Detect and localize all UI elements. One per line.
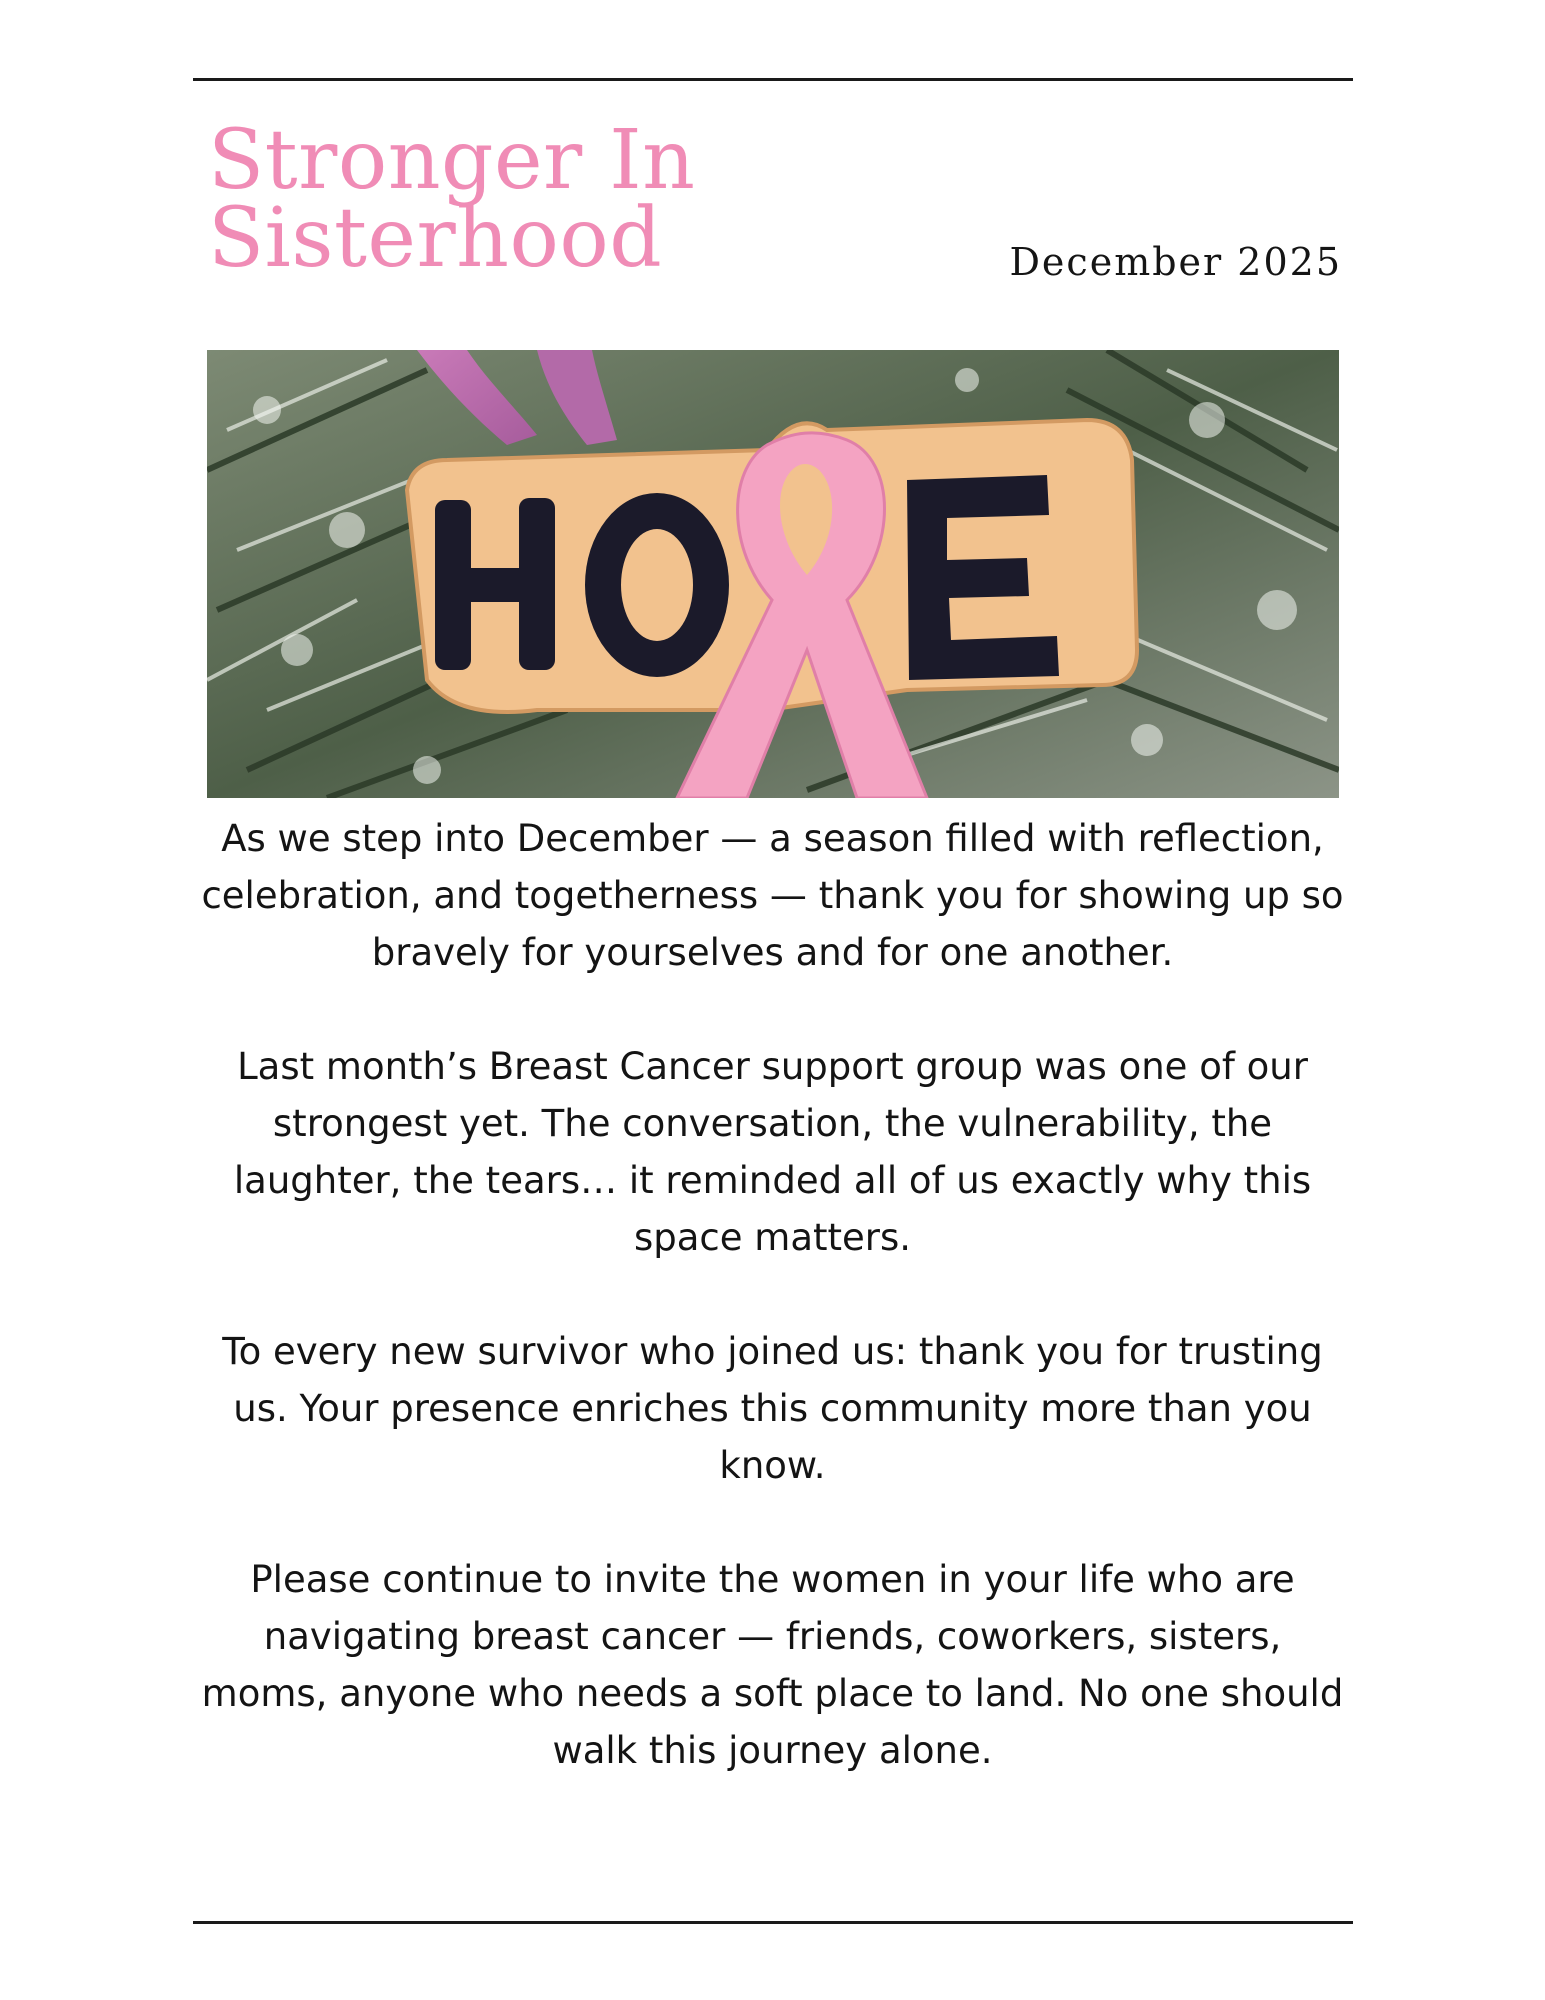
paragraph-intro: As we step into December — a season filled with reflection, celebration, and togetherness — thank you for showing up so bravely for yourselves and for one another. <box>201 817 1344 974</box>
paragraph-support-group: Last month’s Breast Cancer support group was one of our strongest yet. The conversation, the vulnerability, the laughter, the tears… it reminded all of us exactly why this space matters. <box>233 1045 1312 1259</box>
newsletter-title: Stronger In Sisterhood <box>208 113 696 286</box>
bottom-divider <box>193 1921 1353 1924</box>
newsletter-body <box>200 810 1345 1836</box>
paragraph-invite: Please continue to invite the women in your life who are navigating breast cancer — friends, coworkers, sisters, moms, anyone who needs a soft place to land. No one should walk this journey alone. <box>201 1558 1344 1772</box>
issue-date: December 2025 <box>1009 240 1342 284</box>
hope-ornament-photo <box>207 350 1339 798</box>
top-divider <box>193 78 1353 81</box>
paragraph-new-survivors: To every new survivor who joined us: thank you for trusting us. Your presence enriches this community more than you know. <box>222 1330 1323 1487</box>
